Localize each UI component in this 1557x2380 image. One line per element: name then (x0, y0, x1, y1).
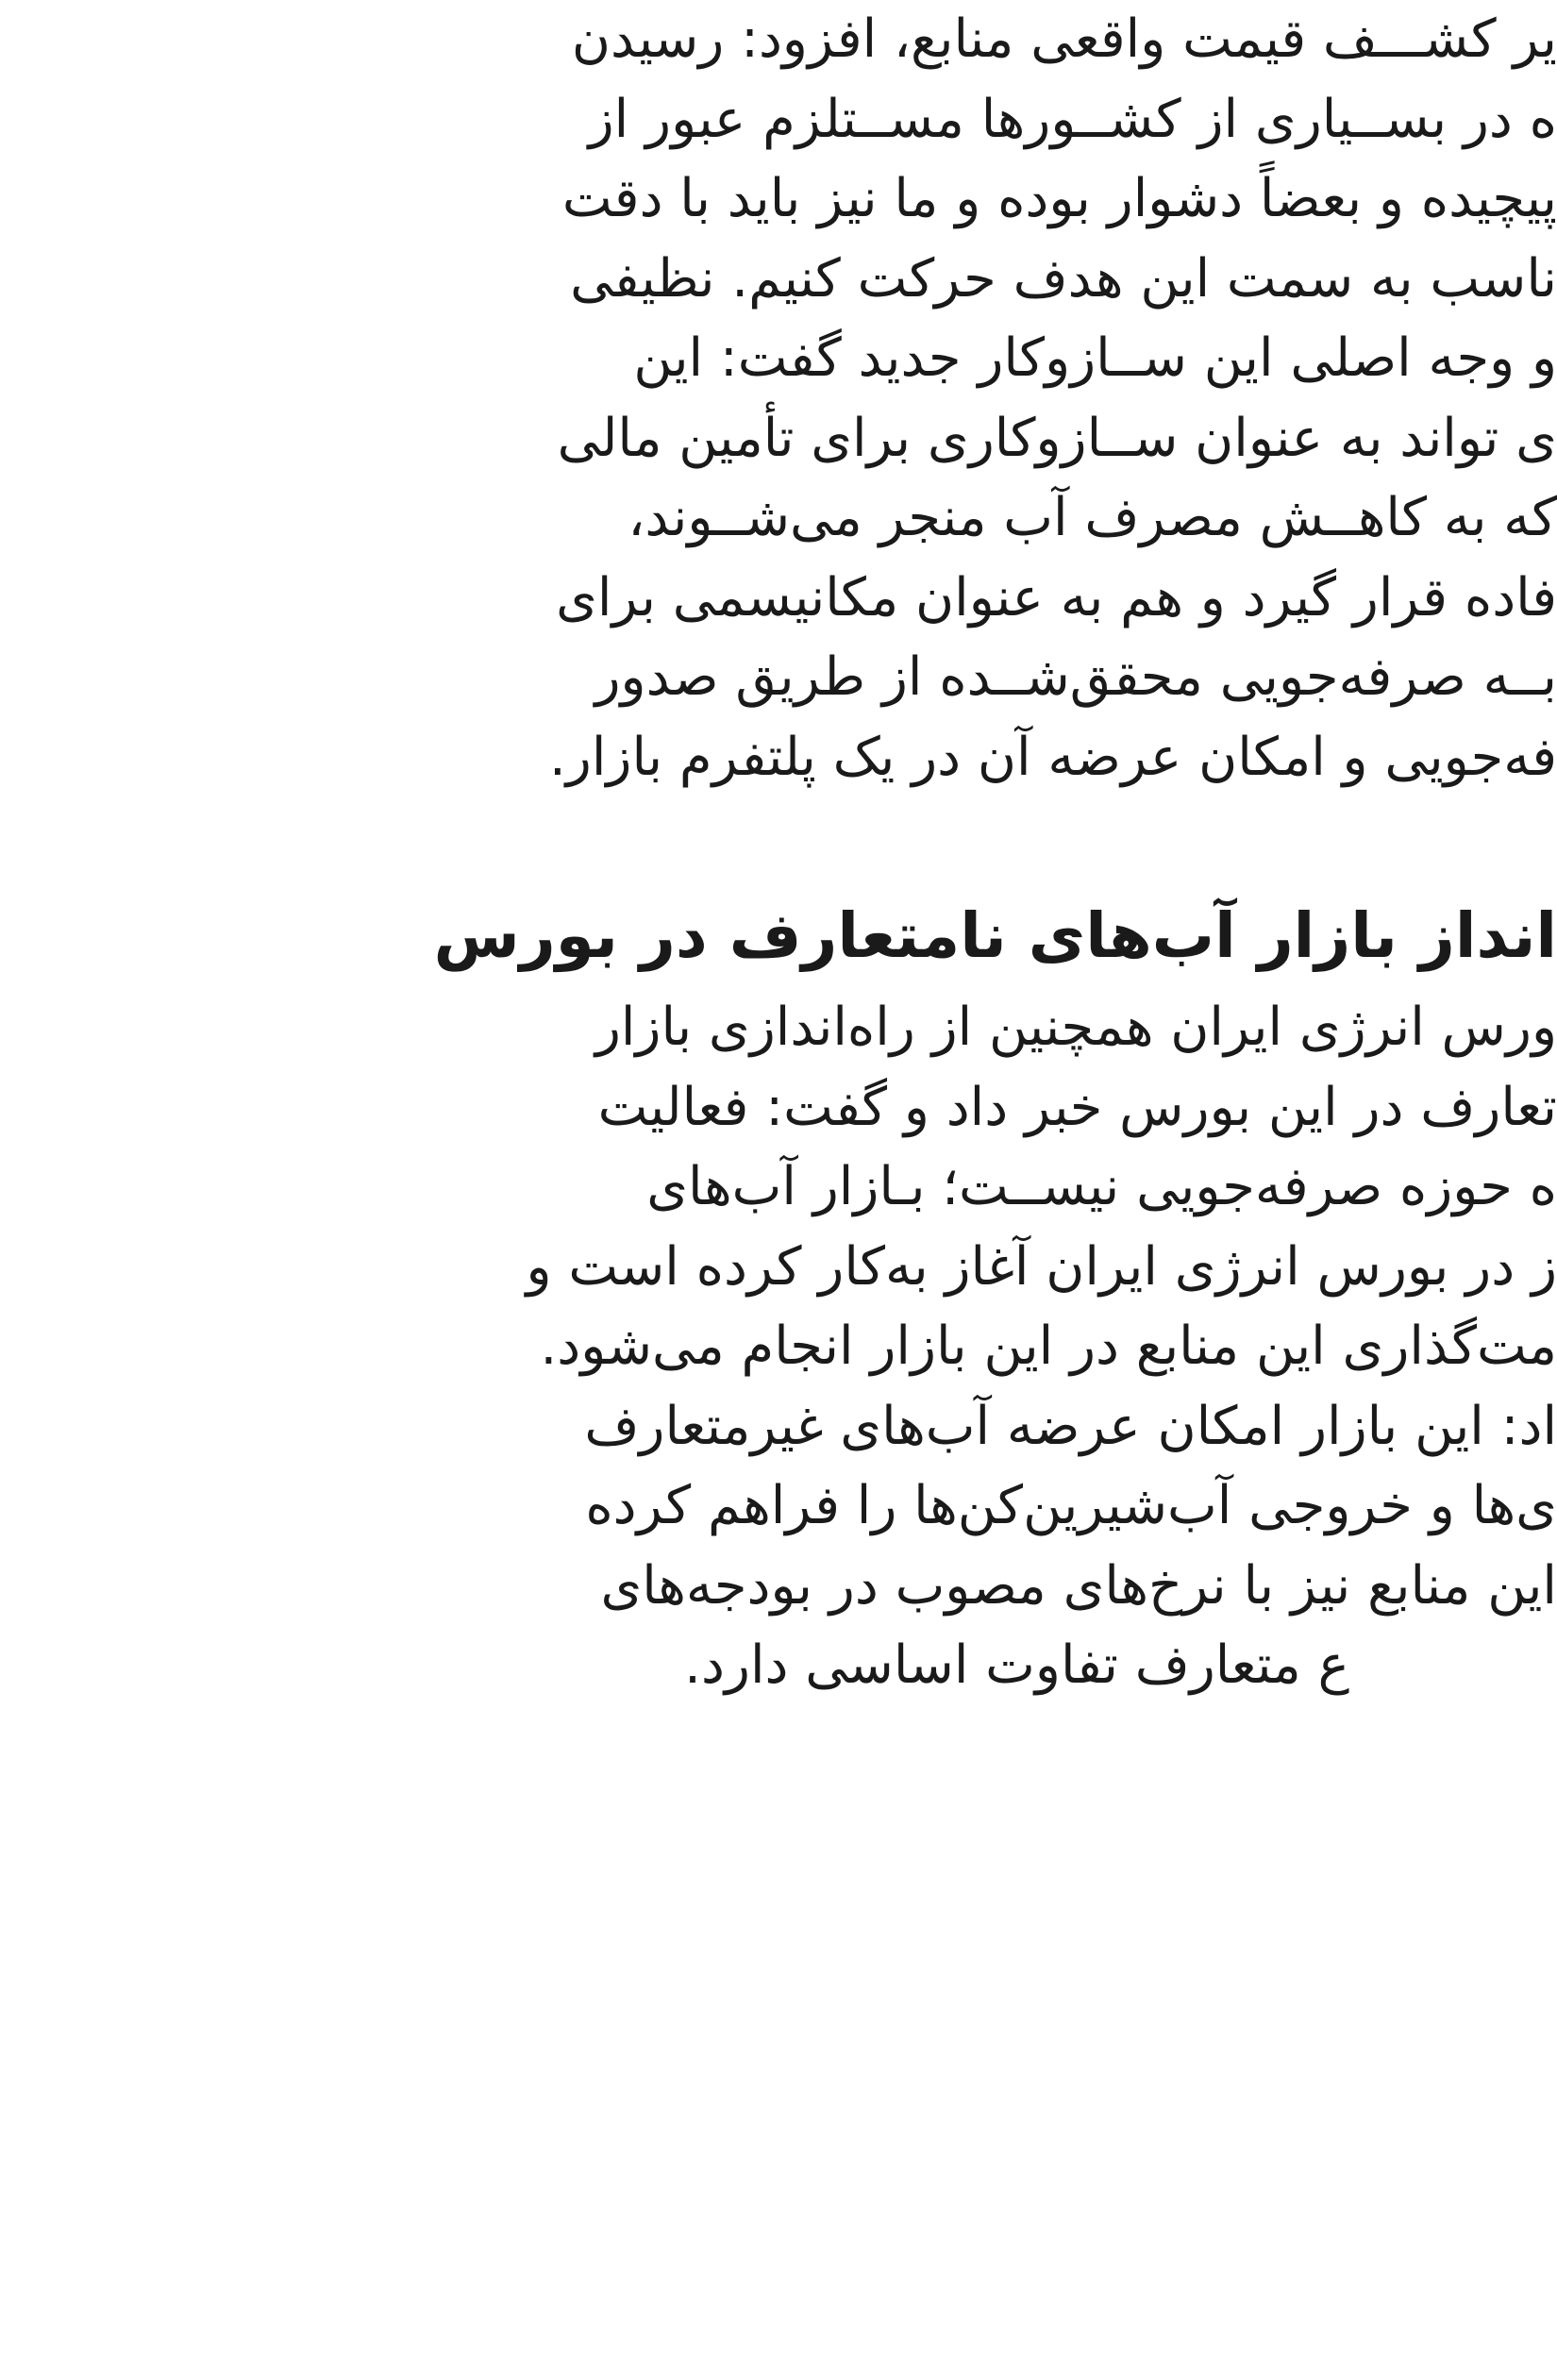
text-line: و وجه اصلی این ســازوکار جدید گفت: این (633, 327, 1557, 389)
section-heading: انداز بازار آب‌های نامتعارف در بورس (433, 899, 1557, 972)
text-line: ه در بســیاری از کشــورها مســتلزم عبور از (588, 88, 1557, 150)
text-line: ز در بورس انرژی ایران آغاز به‌کار کرده است و (526, 1235, 1557, 1298)
text-line: پیچیده و بعضاً دشوار بوده و ما نیز باید با دقت (561, 168, 1557, 229)
text-line: فاده قرار گیرد و هم به عنوان مکانیسمی برای (556, 566, 1557, 629)
text-line: اد: این بازار امکان عرضه آب‌های غیرمتعارف (584, 1395, 1557, 1457)
text-line: تعارف در این بورس خبر داد و گفت: فعالیت (597, 1076, 1557, 1138)
text-line: ورس انرژی ایران همچنین از راه‌اندازی بازار (594, 997, 1557, 1058)
text-line: ی تواند به عنوان ســازوکاری برای تأمین مالی (557, 407, 1557, 469)
text-line: یر کشـــف قیمت واقعی منابع، افزود: رسیدن (571, 8, 1557, 70)
article-column (179, 0, 1557, 1706)
text-line: بــه صرفه‌جویی محقق‌شــده از طریق صدور (594, 646, 1557, 708)
text-line: که به کاهــش مصرف آب منجر می‌شــوند، (628, 487, 1557, 548)
text-line: ی‌ها و خروجی آب‌شیرین‌کن‌ها را فراهم کرده (585, 1475, 1557, 1536)
text-line: فه‌جویی و امکان عرضه آن در یک پلتفرم بازار. (549, 726, 1557, 788)
paragraph-2 (179, 988, 1557, 1706)
text-line: ع متعارف تفاوت اساسی دارد. (684, 1634, 1349, 1696)
text-line: این منابع نیز با نرخ‌های مصوب در بودجه‌های (600, 1554, 1557, 1617)
paragraph-1 (179, 0, 1557, 797)
text-line: ناسب به سمت این هدف حرکت کنیم. نظیفی (570, 247, 1557, 310)
text-line: مت‌گذاری این منابع در این بازار انجام می‌شود. (540, 1316, 1557, 1377)
text-line: ه حوزه صرفه‌جویی نیســت؛ بـازار آب‌های (646, 1156, 1557, 1217)
